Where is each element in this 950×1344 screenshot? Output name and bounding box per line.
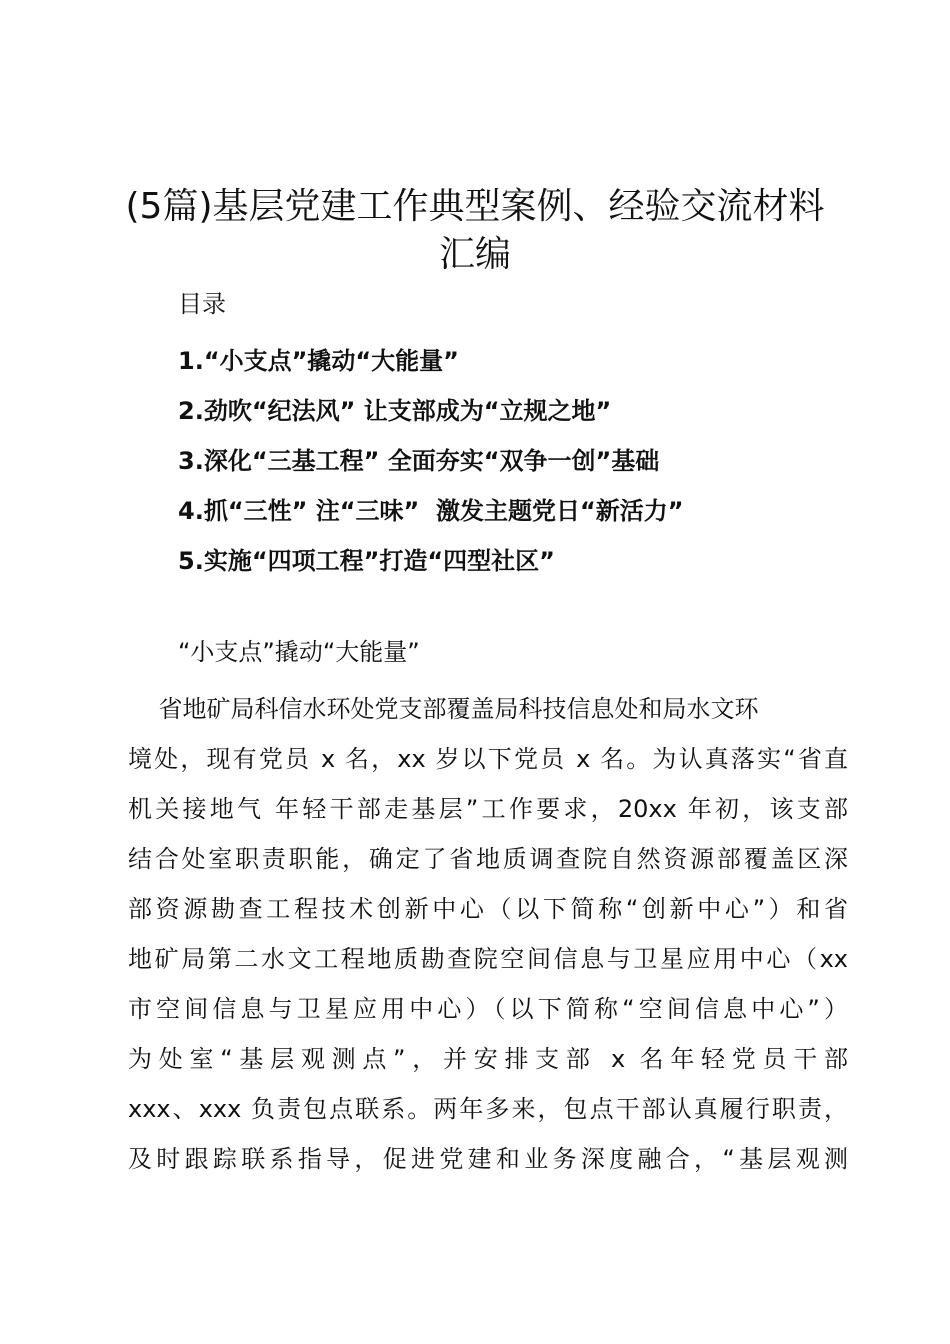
toc-item-1: 1.“小支点”撬动“大能量” xyxy=(178,347,459,375)
body-line: 机关接地气 年轻干部走基层”工作要求，20xx 年初，该支部 xyxy=(128,795,848,823)
section-title: “小支点”撬动“大能量” xyxy=(178,638,420,666)
document-title-line-2: 汇编 xyxy=(438,234,511,275)
document-title-line-1: (5篇)基层党建工作典型案例、经验交流材料 xyxy=(125,186,825,227)
toc-item-2: 2.劲吹“纪法风” 让支部成为“立规之地” xyxy=(178,397,612,425)
toc-item-5: 5.实施“四项工程”打造“四型社区” xyxy=(178,547,555,575)
toc-item-4: 4.抓“三性” 注“三味” 激发主题党日“新活力” xyxy=(178,497,684,525)
body-paragraph xyxy=(128,684,848,1184)
body-line: xxx、xxx 负责包点联系。两年多来，包点干部认真履行职责， xyxy=(128,1095,848,1123)
body-line: 市空间信息与卫星应用中心）（以下简称“空间信息中心”） xyxy=(128,995,848,1023)
table-of-contents xyxy=(178,336,684,586)
toc-heading: 目录 xyxy=(178,290,226,318)
body-line: 部资源勘查工程技术创新中心（以下简称“创新中心”）和省 xyxy=(128,895,848,923)
body-line: 地矿局第二水文工程地质勘查院空间信息与卫星应用中心（xx xyxy=(128,945,848,973)
toc-item-3: 3.深化“三基工程” 全面夯实“双争一创”基础 xyxy=(178,447,660,475)
body-line: 及时跟踪联系指导，促进党建和业务深度融合，“基层观测 xyxy=(128,1145,848,1173)
body-line: 为处室“基层观测点”，并安排支部 x 名年轻党员干部 xyxy=(128,1045,848,1073)
body-line: 境处，现有党员 x 名，xx 岁以下党员 x 名。为认真落实“省直 xyxy=(128,745,848,773)
body-line: 结合处室职责职能，确定了省地质调查院自然资源部覆盖区深 xyxy=(128,845,848,873)
body-line: 省地矿局科信水环处党支部覆盖局科技信息处和局水文环 xyxy=(128,695,759,723)
